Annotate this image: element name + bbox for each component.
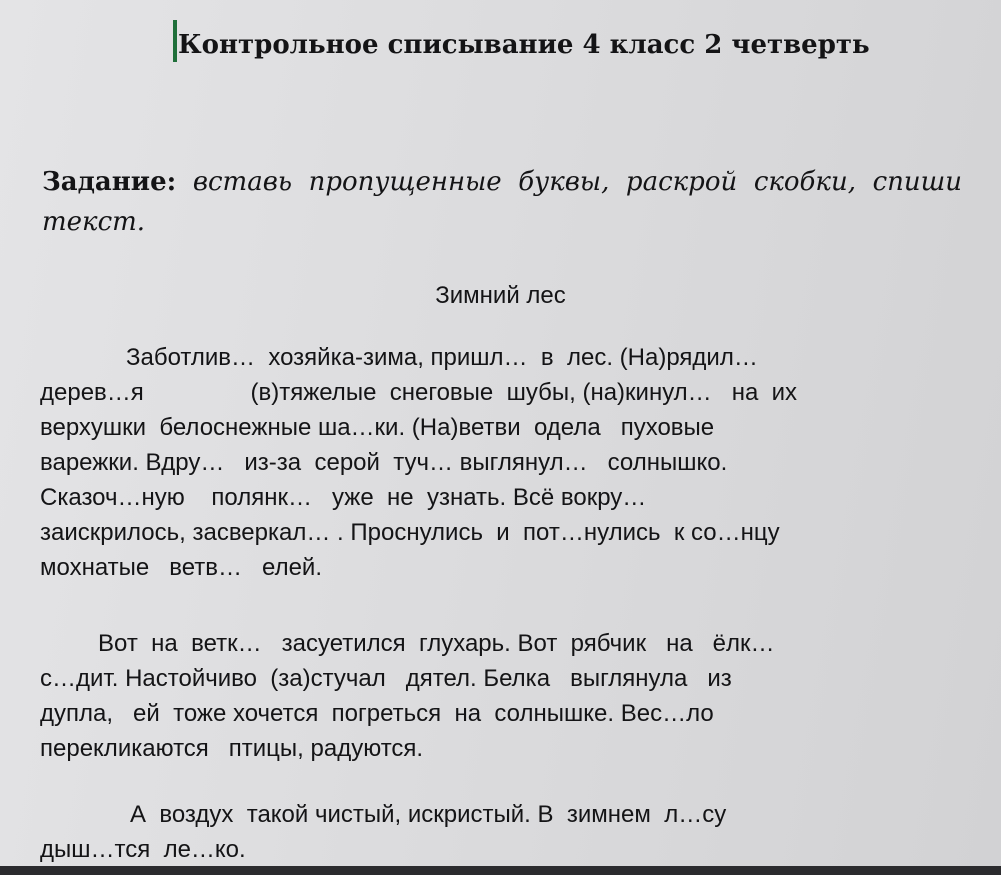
paragraph-2 [40, 626, 930, 766]
paragraph-3 [40, 797, 930, 867]
screen-bottom-edge [0, 866, 1001, 875]
paragraph-line: с…дит. Настойчиво (за)стучал дятел. Белка выглянула из [40, 665, 732, 692]
text-cursor-marker [173, 20, 177, 62]
text-heading: Зимний лес [435, 282, 566, 309]
paragraph-1 [40, 340, 930, 585]
paragraph-line: Вот на ветк… засуетился глухарь. Вот рябчик на ёлк… [98, 630, 775, 657]
paragraph-line: Заботлив… хозяйка-зима, пришл… в лес. (На)рядил… [126, 344, 758, 371]
paragraph-line: А воздух такой чистый, искристый. В зимнем л…су [130, 801, 727, 828]
paragraph-line: дыш…тся ле…ко. [40, 836, 246, 863]
paragraph-line: варежки. Вдру… из-за серой туч… выглянул… солнышко. [40, 449, 728, 476]
task-text: вставь пропущенные буквы, раскрой скобки, спиши текст. [42, 167, 962, 237]
paragraph-line: дерев…я (в)тяжелые снеговые шубы, (на)кинул… на их [40, 379, 798, 406]
paragraph-line: заискрилось, засверкал… . Проснулись и пот…нулись к со…нцу [40, 519, 780, 546]
paragraph-line: дупла, ей тоже хочется погреться на солнышке. Вес…ло [40, 700, 714, 727]
document-title: Контрольное списывание 4 класс 2 четверть [178, 30, 870, 60]
task-label: Задание: [42, 167, 177, 197]
paragraph-line: мохнатые ветв… елей. [40, 554, 322, 581]
paragraph-line: Сказоч…ную полянк… уже не узнать. Всё вокру… [40, 484, 647, 511]
paragraph-line: перекликаются птицы, радуются. [40, 735, 424, 762]
paragraph-line: верхушки белоснежные ша…ки. (На)ветви одела пуховые [40, 414, 715, 441]
task-instruction [42, 162, 962, 242]
